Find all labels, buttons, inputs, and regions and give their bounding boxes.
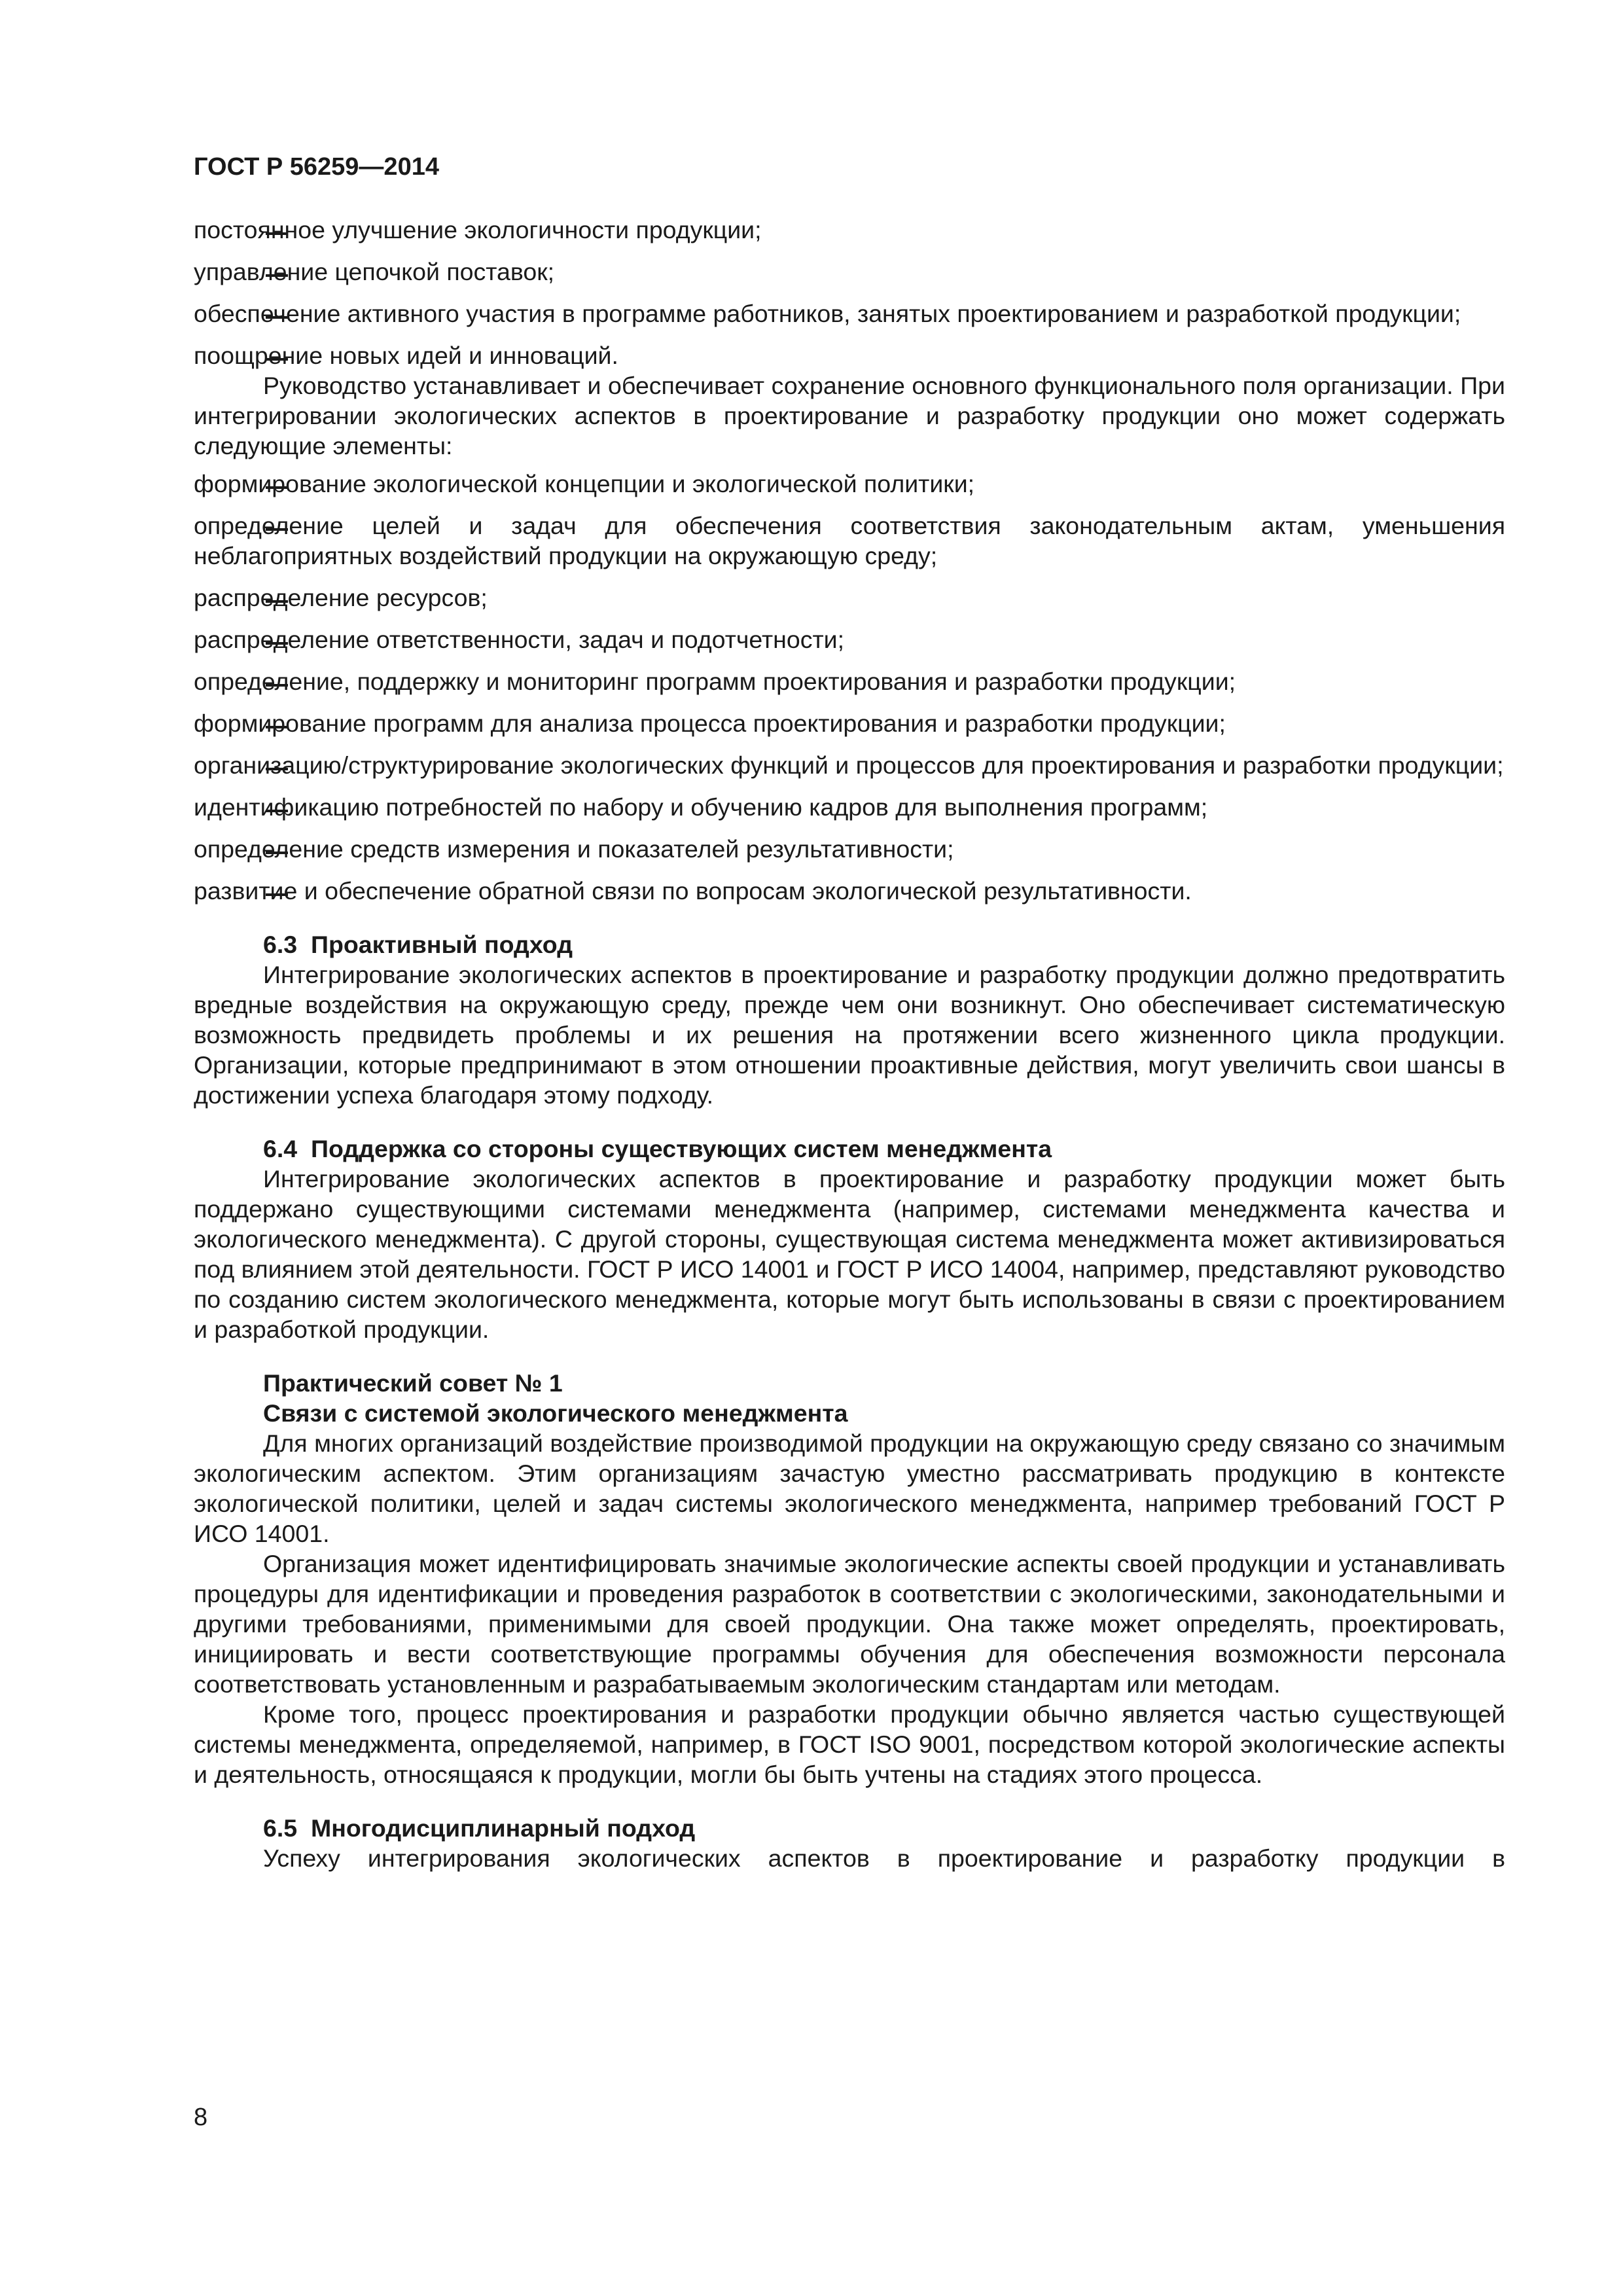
list-item: поощрение новых идей и инноваций.	[194, 342, 618, 369]
section-6-4-number: 6.4	[263, 1135, 298, 1162]
section-6-4-title: Поддержка со стороны существующих систем менеджмента	[310, 1135, 1052, 1162]
section-6-3-text: Интегрирование экологических аспектов в проектирование и разработку продукции должно предотвратить вредные воздействия на окружающую среду, прежде чем они возникнут. Оно обеспечивает систематическую возможность предвидеть проблемы и их решения на протяжении всего жизненного цикла продукции. Организации, которые предпринимают в этом отношении проактивные действия, могут увеличить свои шансы в достижении успеха благодаря этому подходу.	[194, 961, 1505, 1109]
section-6-3-number: 6.3	[263, 931, 298, 958]
list-item: определение средств измерения и показателей результативности;	[194, 835, 954, 863]
page-header: ГОСТ Р 56259—2014	[194, 153, 439, 181]
list-item: обеспечение активного участия в программе работников, занятых проектированием и разработкой продукции;	[194, 300, 1461, 327]
section-6-3-title: Проактивный подход	[310, 931, 573, 958]
section-6-4-heading	[194, 1134, 1505, 1164]
document-page	[194, 152, 1505, 1873]
list-item: определение, поддержку и мониторинг программ проектирования и разработки продукции;	[194, 668, 1236, 695]
section-6-3-heading	[194, 929, 1505, 960]
list-item: формирование программ для анализа процесса проектирования и разработки продукции;	[194, 709, 1226, 737]
section-6-5-title: Многодисциплинарный подход	[310, 1814, 696, 1842]
practical-tip-paragraph: Для многих организаций воздействие производимой продукции на окружающую среду связано со значимым экологическим аспектом. Этим организациям зачастую уместно рассматривать продукцию в контексте экологической политики, целей и задач системы экологического менеджмента, например требований ГОСТ Р ИСО 14001.	[194, 1429, 1505, 1547]
list-item: управление цепочкой поставок;	[194, 258, 555, 285]
list-item: организацию/структурирование экологических функций и процессов для проектирования и разработки продукции;	[194, 751, 1504, 779]
section-6-5-number: 6.5	[263, 1814, 298, 1842]
section-6-5-text: Успеху интегрирования экологических аспектов в проектирование и разработку продукции в	[263, 1844, 1505, 1872]
section-6-4	[194, 1134, 1505, 1344]
section-6-4-text: Интегрирование экологических аспектов в проектирование и разработку продукции может быть поддержано существующими системами менеджмента (например, системами менеджмента качества и экологического менеджмента). С другой стороны, существующая система менеджмента может активизироваться под влиянием этой деятельности. ГОСТ Р ИСО 14001 и ГОСТ Р ИСО 14004, например, представляют руководство по созданию систем экологического менеджмента, которые могут быть использованы в связи с проектированием и разработкой продукции.	[194, 1165, 1505, 1343]
practical-tip-paragraph: Кроме того, процесс проектирования и разработки продукции обычно является частью существующей системы менеджмента, определяемой, например, в ГОСТ ISO 9001, посредством которой экологические аспекты и деятельность, относящаяся к продукции, могли бы быть учтены на стадиях этого процесса.	[194, 1700, 1505, 1788]
list-item: определение целей и задач для обеспечения соответствия законодательным актам, уменьшения неблагоприятных воздействий продукции на окружающую среду;	[194, 512, 1505, 569]
list-item: идентификацию потребностей по набору и обучению кадров для выполнения программ;	[194, 793, 1208, 821]
list-item: распределение ответственности, задач и подотчетности;	[194, 626, 845, 653]
list-item: развитие и обеспечение обратной связи по вопросам экологической результативности.	[194, 877, 1192, 905]
section-6-3	[194, 929, 1505, 1110]
practical-tip	[194, 1368, 1505, 1789]
section-6-5-heading	[194, 1813, 1505, 1843]
list-item: формирование экологической концепции и экологической политики;	[194, 470, 975, 497]
list-item: распределение ресурсов;	[194, 584, 488, 611]
section-6-5	[194, 1813, 1505, 1873]
bullet-list-b	[194, 469, 1505, 906]
practical-tip-label: Практический совет № 1	[263, 1369, 563, 1397]
page-number: 8	[194, 2104, 208, 2131]
practical-tip-title: Связи с системой экологического менеджмента	[263, 1399, 848, 1427]
practical-tip-paragraph: Организация может идентифицировать значимые экологические аспекты своей продукции и устанавливать процедуры для идентификации и проведения разработок в соответствии с экологическими, законодательными и другими требованиями, применимыми для своей продукции. Она также может определять, проектировать, инициировать и вести соответствующие программы обучения для обеспечения возможности персонала соответствовать установленным и разрабатываемым экологическим стандартам или методам.	[194, 1550, 1505, 1698]
list-item: постоянное улучшение экологичности продукции;	[194, 216, 762, 243]
leadership-paragraph: Руководство устанавливает и обеспечивает сохранение основного функционального поля организации. При интегрировании экологических аспектов в проектирование и разработку продукции оно может содержать следующие элементы:	[194, 372, 1505, 459]
bullet-list-a	[194, 215, 1505, 370]
